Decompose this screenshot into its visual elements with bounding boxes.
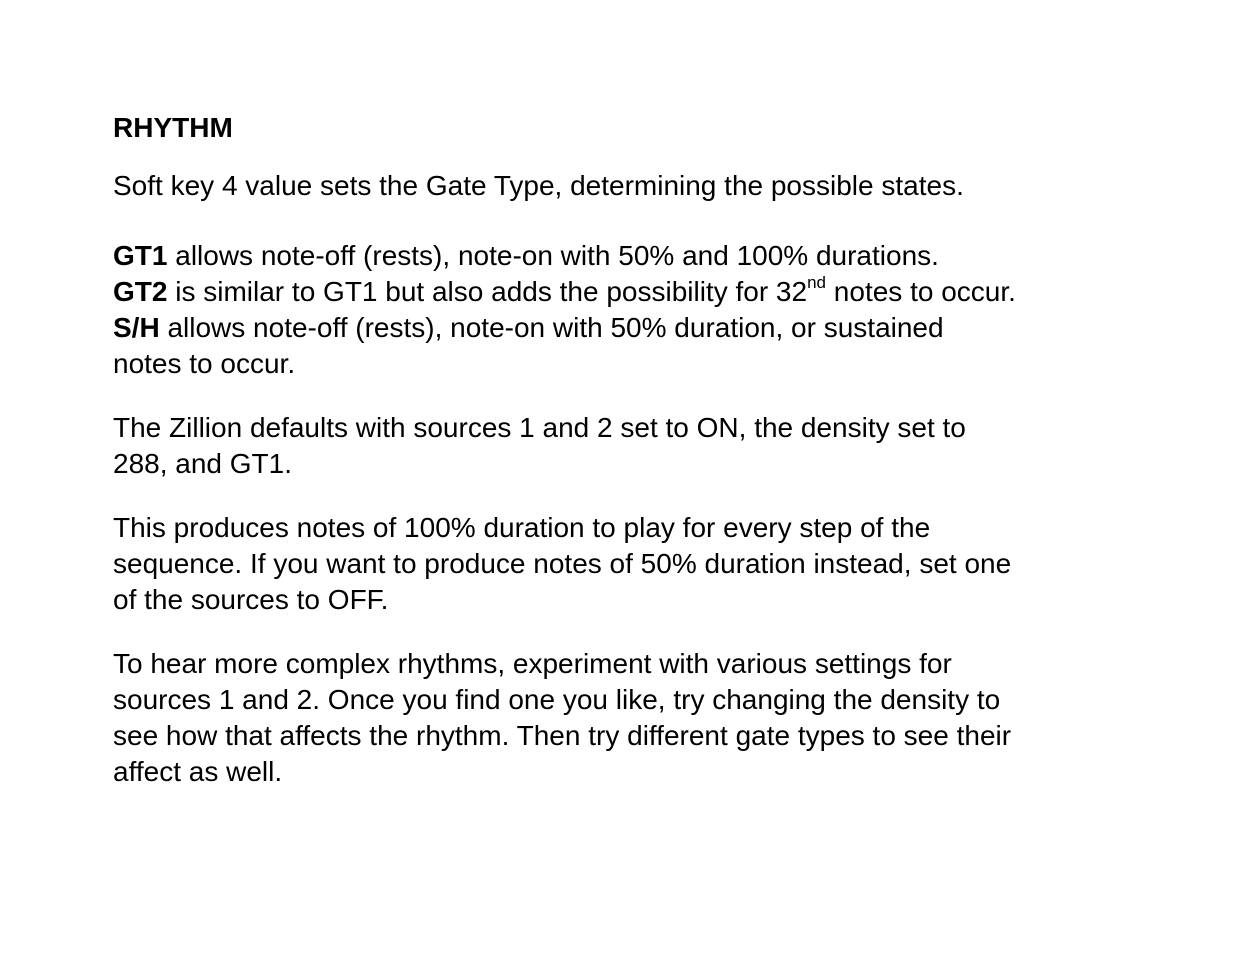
produces-line-1: This produces notes of 100% duration to play for every step of the bbox=[113, 512, 931, 543]
experiment-line-3: see how that affects the rhythm. Then try different gate types to see their bbox=[113, 720, 1012, 751]
defaults-paragraph bbox=[113, 410, 1143, 482]
defaults-line-1: The Zillion defaults with sources 1 and 2 set to ON, the density set to bbox=[113, 412, 966, 443]
gt2-term: GT2 bbox=[113, 276, 168, 307]
gt1-description: allows note-off (rests), note-on with 50% and 100% durations. bbox=[167, 240, 939, 271]
document-page bbox=[113, 110, 1143, 818]
experiment-paragraph bbox=[113, 646, 1143, 790]
gt1-line bbox=[113, 238, 1143, 274]
gate-types-paragraph bbox=[113, 238, 1143, 382]
intro-paragraph: Soft key 4 value sets the Gate Type, determining the possible states. bbox=[113, 170, 964, 201]
gt1-term: GT1 bbox=[113, 240, 168, 271]
experiment-line-1: To hear more complex rhythms, experiment with various settings for bbox=[113, 648, 952, 679]
experiment-line-2: sources 1 and 2. Once you find one you like, try changing the density to bbox=[113, 684, 1001, 715]
section-heading: RHYTHM bbox=[113, 112, 233, 143]
sh-line bbox=[113, 310, 1143, 346]
gt2-description-b: notes to occur. bbox=[826, 276, 1016, 307]
defaults-line-2: 288, and GT1. bbox=[113, 448, 293, 479]
produces-line-2: sequence. If you want to produce notes of 50% duration instead, set one bbox=[113, 548, 1012, 579]
gt2-description-a: is similar to GT1 but also adds the possibility for 32 bbox=[167, 276, 808, 307]
produces-line-3: of the sources to OFF. bbox=[113, 584, 389, 615]
gt2-line bbox=[113, 274, 1143, 310]
gt2-superscript: nd bbox=[807, 272, 827, 292]
sh-line-2: notes to occur. bbox=[113, 348, 296, 379]
sh-term: S/H bbox=[113, 312, 160, 343]
sh-description-1: allows note-off (rests), note-on with 50% duration, or sustained bbox=[159, 312, 944, 343]
experiment-line-4: affect as well. bbox=[113, 756, 283, 787]
produces-paragraph bbox=[113, 510, 1143, 618]
